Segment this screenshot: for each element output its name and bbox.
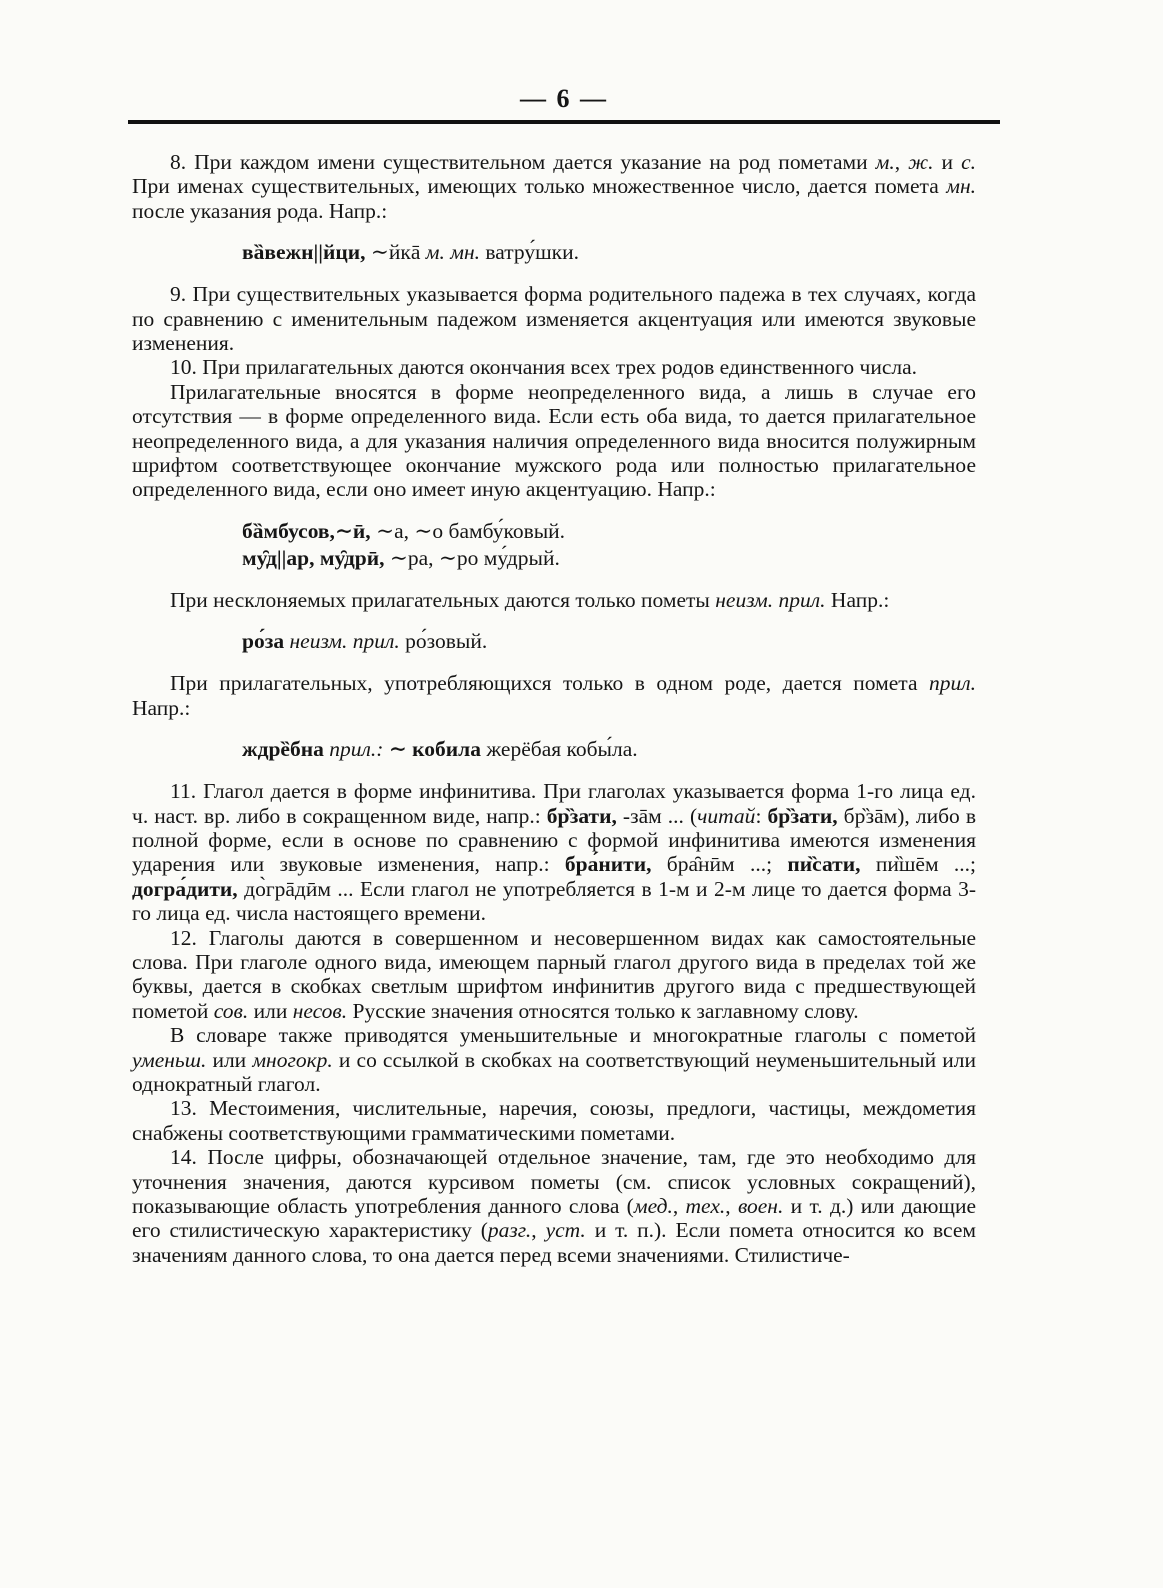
paragraph-12-diminutive: В словаре также приводятся уменьшительные и многократные глаголы с пометой уменьш. или многокр. и со ссылкой в скобках на соответствующий неуменьшительный или однократный глагол. [132,1023,976,1096]
paragraph-14: 14. После цифры, обозначающей отдельное значение, там, где это необходимо для уточнения значения, даются курсивом пометы (см. список условных сокращений), показывающие область употребления данного слова (мед., тех., воен. и т. д.) или дающие его стилистическую характеристику (разг., уст. и т. п.). Если помета относится ко всем значениям данного слова, то она дается перед всеми значениями. Стилистиче- [132,1145,976,1267]
paragraph-9: 9. При существительных указывается форма родительного падежа в тех случаях, когда по сравнению с именительным падежом изменяется акцентуация или имеются звуковые изменения. [132,282,976,356]
example-roza: ро́за неизм. прил. ро́зовый. [242,629,488,654]
example-adjectives: бȁмбусов,∼ӣ, ∼а, ∼о бамбу́ковый. му̑д||ар, му̑дрӣ, ∼ра, ∼ро му́дрый. [242,518,566,570]
paragraph-10-one-gender: При прилагательных, употребляющихся только в одном роде, дается помета прил. Напр.: [132,671,976,720]
header-rule [128,120,1000,124]
document-body [132,150,976,1267]
paragraph-12: 12. Глаголы даются в совершенном и несовершенном видах как самостоятельные слова. При глаголе одного вида, имеющем парный глагол другого вида в пределах той же буквы, дается в скобках светлым шрифтом инфинитив другого вида с предшествующей пометой сов. или несов. Русские значения относятся только к заглавному слову. [132,925,976,1023]
paragraph-10: 10. При прилагательных даются окончания всех трех родов единственного числа. [170,355,918,380]
paragraph-11: 11. Глагол дается в форме инфинитива. При глаголах указывается форма 1-го лица ед. ч. наст. вр. либо в сокращенном виде, напр.: бр̏зати, -зāм ... (читай: бр̏зати, бр̏зāм), либо в полной форме, если в основе по сравнению с формой инфинитива имеются изменения ударения или звуковые изменения, напр.: бра́нити, бра̑нӣм ...; пи̏сати, пи̏шēм ...; догра́дити, до̀грāдӣм ... Если глагол не употребляется в 1-м и 2-м лице то дается форма 3-го лица ед. числа настоящего времени. [132,779,977,926]
paragraph-10-adjectives: Прилагательные вносятся в форме неопределенного вида, а лишь в случае его отсутствия — в форме определенного вида. Если есть оба вида, то дается прилагательное неопределенного вида, а для указания наличия определенного вида вносится полужирным шрифтом соответствующее окончание мужского рода или полностью прилагательное определенного вида, если оно имеет иную акцентуацию. Напр.: [132,379,976,502]
page-number: — 6 — [520,84,608,113]
example-zhdrebna: ждрȅбна прил.: ∼ кобила жерёбая кобы́ла. [242,737,638,762]
paragraph-8: 8. При каждом имени существительном дается указание на род пометами м., ж. и с. При именах существительных, имеющих только множественное число, дается помета мн. после указания рода. Напр.: [132,150,976,223]
paragraph-13: 13. Местоимения, числительные, наречия, союзы, предлоги, частицы, междометия снабжены соответствующими грамматическими пометами. [132,1096,976,1145]
example-vavezhnjici: вȁвежн||йци, ∼йкā м. мн. ватру́шки. [242,240,579,265]
paragraph-10-indeclinable: При несклоняемых прилагательных даются только пометы неизм. прил. Напр.: [170,587,890,612]
